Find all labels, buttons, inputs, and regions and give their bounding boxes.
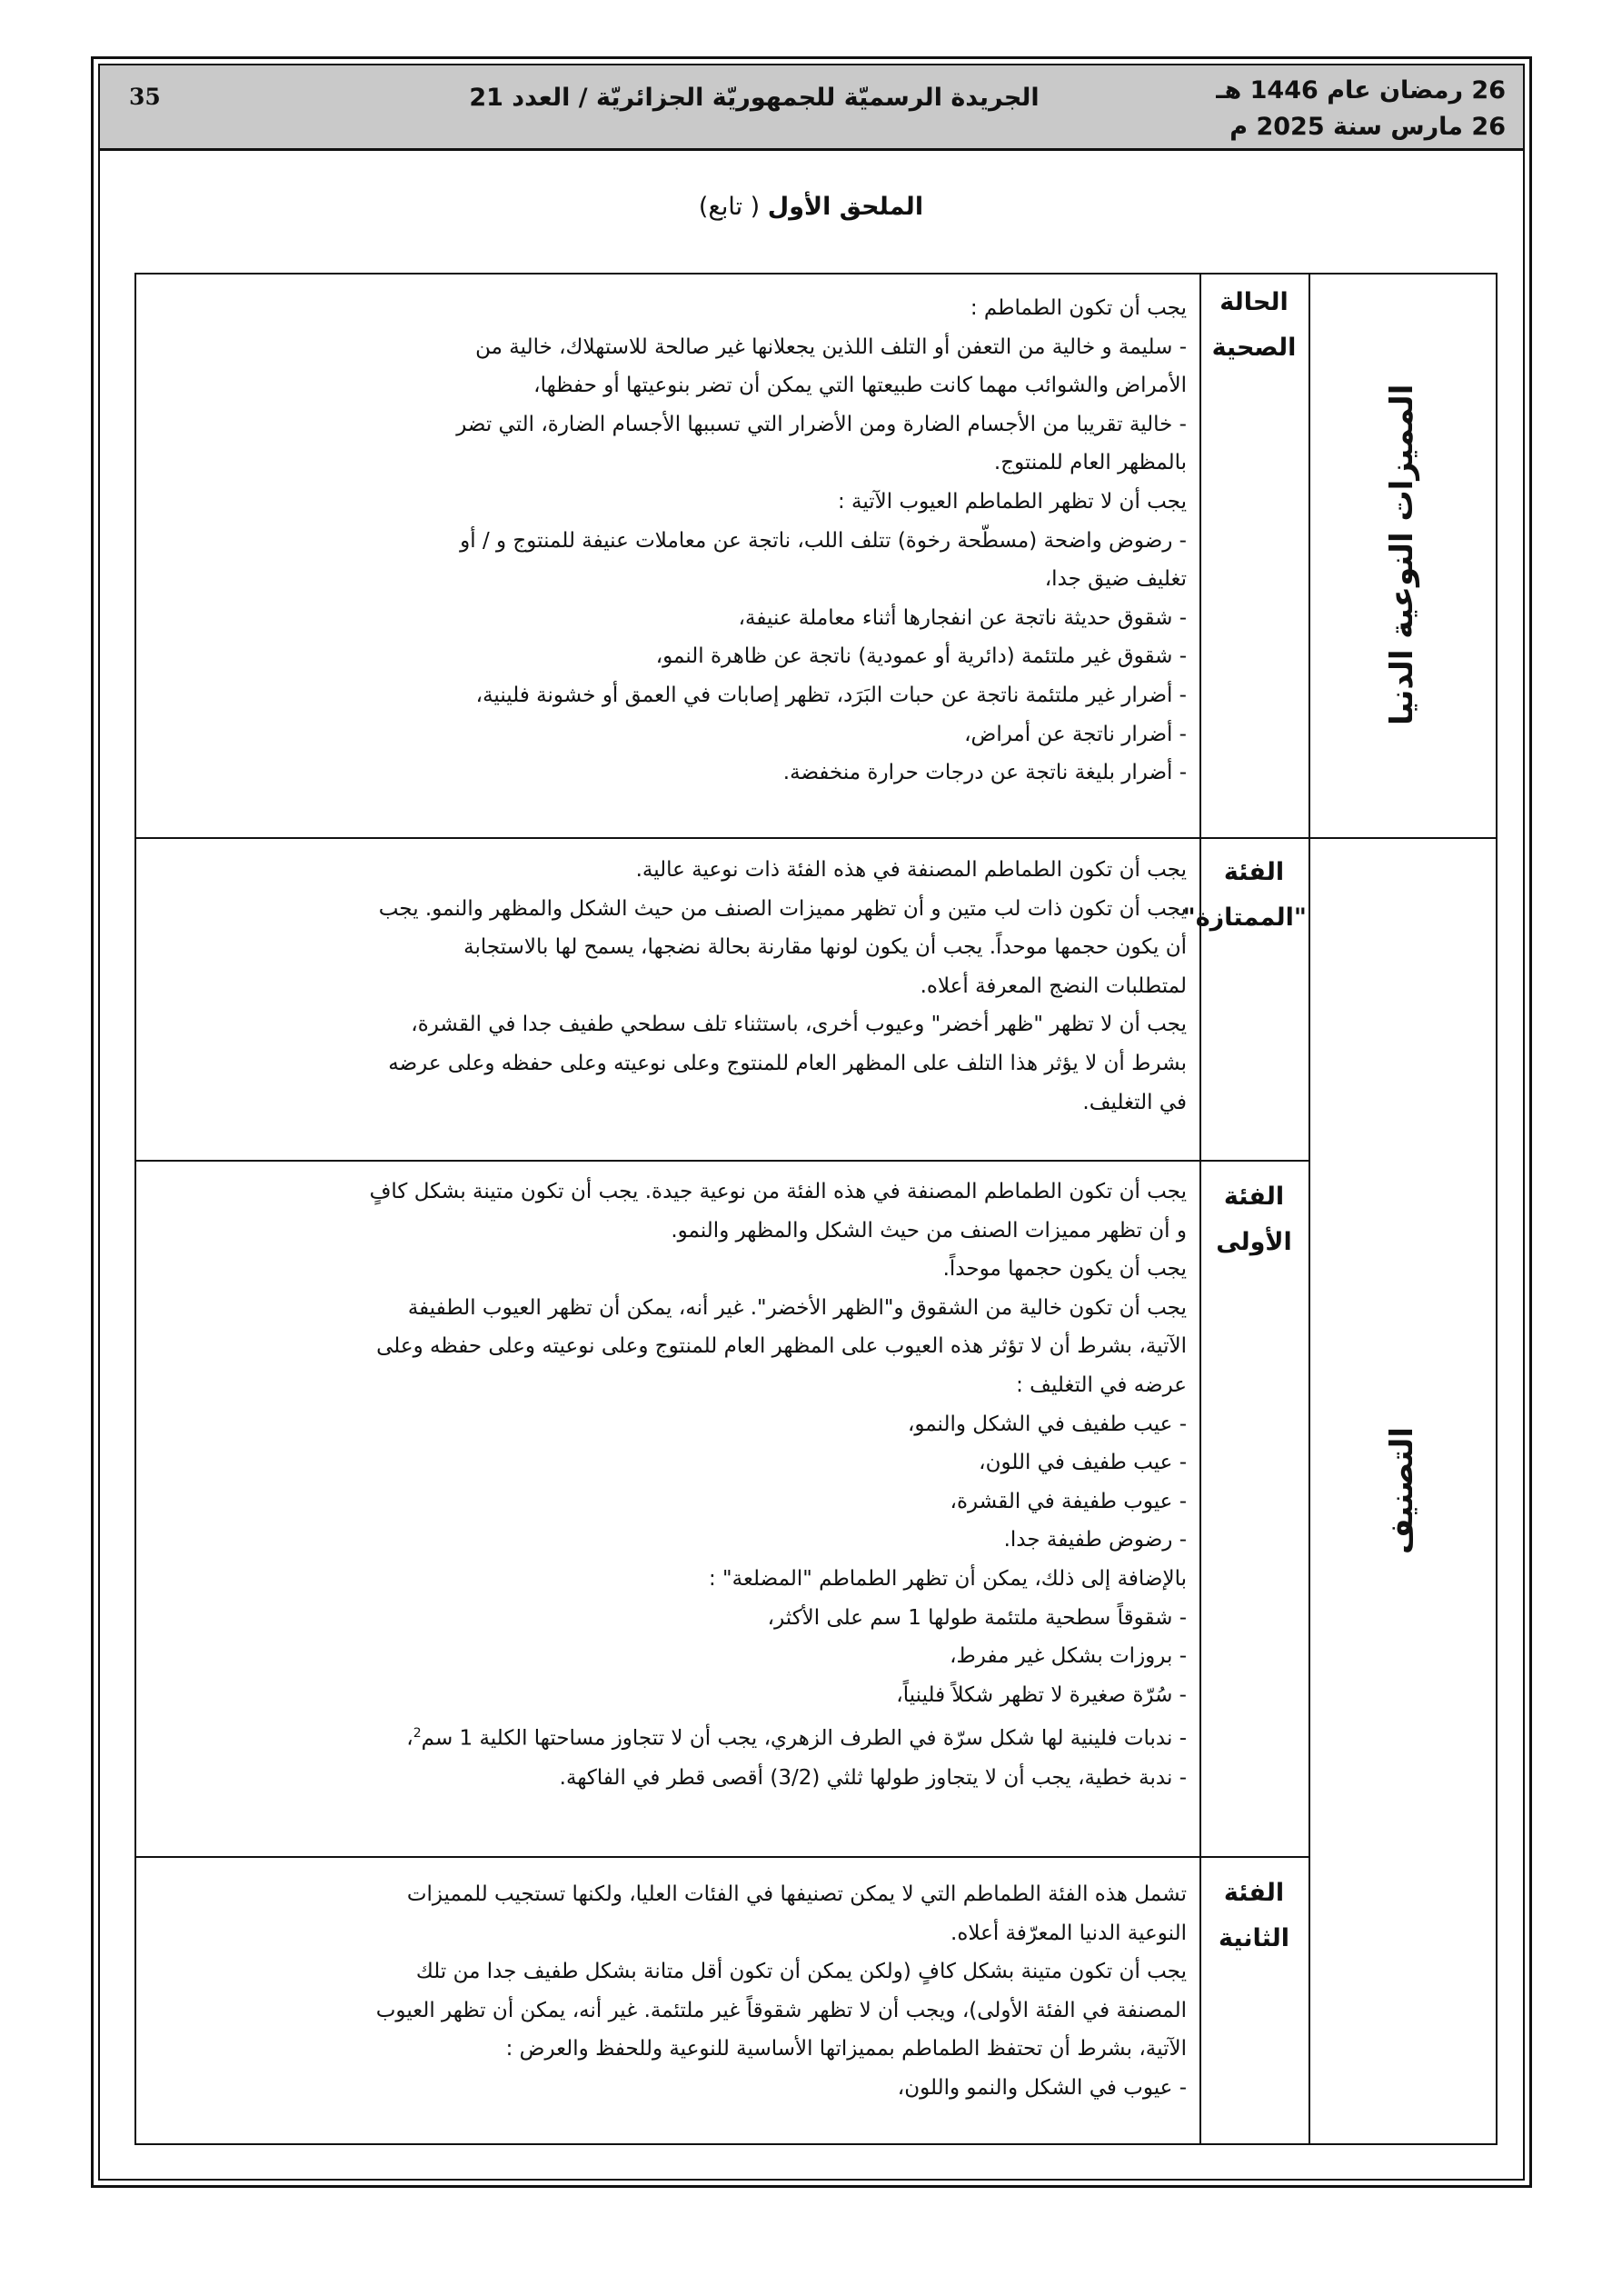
text-line: بالمظهر العام للمنتوج. [993,451,1187,475]
text-line: يجب أن تكون متينة بشكل كافٍ (ولكن يمكن أن تكون أقل متانة بشكل طفيف جدا من تلك [415,1960,1187,1984]
table-border-top [134,273,1498,275]
row-text-extra [145,851,1187,1122]
row-label-class-two: الفئة الثانية [1218,1879,1290,1952]
text-line: - ندبات فلينية لها شكل سرّة في الطرف الزهري، يجب أن لا تتجاوز مساحتها الكلية 1 سم$^2$، [406,1726,1187,1751]
text-line-content: - ندبات فلينية لها شكل سرّة في الطرف الزهري، يجب أن لا تتجاوز مساحتها الكلية 1 سم [421,1726,1187,1751]
row-label-extra [1182,850,1307,941]
text-line: المصنفة في الفئة الأولى)، ويجب أن لا تظهر شقوقاً غير ملتئمة. غير أنه، يمكن أن تظهر العيوب [375,1998,1187,2022]
text-line: الآتية، بشرط أن لا تؤثر هذه العيوب على المظهر العام للمنتوج وعلى نوعيته وعلى حفظه وعلى [376,1334,1187,1359]
text-line: - خالية تقريبا من الأجسام الضارة ومن الأضرار التي تسببها الأجسام الضارة، التي تضر [456,412,1187,436]
text-line: - سُرّة صغيرة لا تظهر شكلاً فلينياً، [896,1682,1187,1707]
row-text-class-one [145,1173,1187,1797]
row-label-line: الصحية [1211,334,1297,362]
table-border-bottom [134,2143,1498,2145]
table-border-right [1496,273,1498,2145]
section-min-quality: المميزات النوعية الدنيا [1384,384,1420,726]
text-line: يجب أن تكون ذات لب متين و أن تظهر مميزات الصنف من حيث الشكل والمظهر والنمو. يجب [378,896,1187,921]
text-line: - شقوق غير ملتئمة (دائرية أو عمودية) ناتجة عن ظاهرة النمو، [655,644,1187,669]
text-line: - رضوض واضحة (مسطّحة رخوة) تتلف اللب، ناتجة عن معاملات عنيفة للمنتوج و / أو [460,528,1187,553]
text-line: - عيب طفيف في الشكل والنمو، [907,1412,1187,1436]
table-border-left [134,273,136,2145]
text-line: - ندبة خطية، يجب أن لا يتجاوز طولها ثلثي (3/2) أقصى قطر في الفاكهة. [559,1765,1187,1790]
issue-date [1216,73,1506,145]
annex-continued: ( تابع) [698,193,761,221]
text-line: يجب أن يكون حجمها موحداً. [942,1257,1187,1282]
date-gregorian: 26 مارس سنة 2025 م [1229,113,1506,141]
text-line: أن يكون حجمها موحداً. يجب أن يكون لونها مقارنة بحالة نضجها، يسمح لها بالاستجابة [463,935,1187,960]
text-line: يجب أن لا تظهر الطماطم العيوب الآتية : [837,489,1187,514]
text-line: بالإضافة إلى ذلك، يمكن أن تظهر الطماطم "المضلعة" : [708,1566,1187,1591]
text-line: في التغليف. [1082,1090,1187,1114]
text-line: يجب أن تكون الطماطم المصنفة في هذه الفئة ذات نوعية عالية. [635,858,1187,882]
text-line: - أضرار بليغة ناتجة عن درجات حرارة منخفضة. [782,761,1187,785]
row-text-health [145,289,1187,793]
page-number: 35 [129,84,161,110]
date-hijri: 26 رمضان عام 1446 هـ [1216,76,1506,105]
text-line: - أضرار ناتجة عن أمراض، [964,722,1187,746]
text-line: - رضوض طفيفة جدا. [1003,1528,1187,1552]
annex-title: الملحق الأول [767,193,924,221]
text-line: الأمراض والشوائب مهما كانت طبيعتها التي يمكن أن تضر بنوعيتها أو حفظها، [533,374,1187,398]
text-line: النوعية الدنيا المعرّفة أعلاه. [950,1921,1187,1945]
row-label-health [1201,280,1307,371]
row-label-line: "الممتازة" [1182,903,1307,932]
text-line: و أن تظهر مميزات الصنف من حيث الشكل والمظهر والنمو. [671,1218,1187,1243]
text-line: لمتطلبات النضج المعرفة أعلاه. [920,973,1187,998]
text-line: - بروزات بشكل غير مفرط، [950,1644,1187,1669]
text-line: عرضه في التغليف : [1016,1373,1187,1397]
text-line: - عيب طفيف في اللون، [979,1451,1187,1475]
text-line: الآتية، بشرط أن تحتفظ الطماطم بمميزاتها الأساسية للنوعية وللحفظ والعرض : [505,2037,1187,2061]
text-line: - عيوب في الشكل والنمو واللون، [897,2075,1187,2100]
row-label-class-one: الفئة الأولى [1216,1183,1292,1256]
table-row-divider [134,1160,1310,1162]
text-line: - سليمة و خالية من التعفن أو التلف اللذين يجعلانها غير صالحة للاستهلاك، خالية من [475,334,1187,359]
annex-heading [0,193,1622,221]
text-line: بشرط أن لا يؤثر هذا التلف على المظهر العام للمنتوج وعلى نوعيته وعلى حفظه وعلى عرضه [388,1051,1187,1075]
superscript: 2 [413,1726,422,1742]
text-line: تغليف ضيق جدا، [1044,567,1187,592]
table-row-divider [134,1856,1310,1858]
text-line: - شقوق حديثة ناتجة عن انفجارها أثناء معاملة عنيفة، [738,605,1187,630]
text-line: - عيوب طفيفة في القشرة، [950,1489,1187,1513]
gazette-title: الجريدة الرسميّة للجمهوريّة الجزائريّة / العدد 21 [469,84,1040,112]
text-line: - أضرار غير ملتئمة ناتجة عن حبات البَرَد، تظهر إصابات في العمق أو خشونة فلينية، [475,683,1187,707]
row-label-line: الفئة [1223,858,1285,886]
text-line: تشمل هذه الفئة الطماطم التي لا يمكن تصنيفها في الفئات العليا، ولكنها تستجيب للمميزات [406,1882,1187,1906]
text-line: يجب أن تكون الطماطم المصنفة في هذه الفئة من نوعية جيدة. يجب أن تكون متينة بشكل كافٍ [369,1180,1187,1203]
row-label-line: الحالة [1219,288,1289,316]
text-line: يجب أن تكون الطماطم : [970,296,1187,320]
section-classification: التصنيف [1384,1426,1420,1554]
text-line: يجب أن لا تظهر "ظهر أخضر" وعيوب أخرى، باستثناء تلف سطحي طفيف جدا في القشرة، [411,1013,1187,1037]
row-text-class-two [145,1875,1187,2108]
text-line: - شقوقاً سطحية ملتئمة طولها 1 سم على الأكثر، [767,1605,1187,1630]
table-section-divider [134,837,1498,839]
text-line: يجب أن تكون خالية من الشقوق و"الظهر الأخضر". غير أنه، يمكن أن تظهر العيوب الطفيفة [407,1295,1187,1320]
